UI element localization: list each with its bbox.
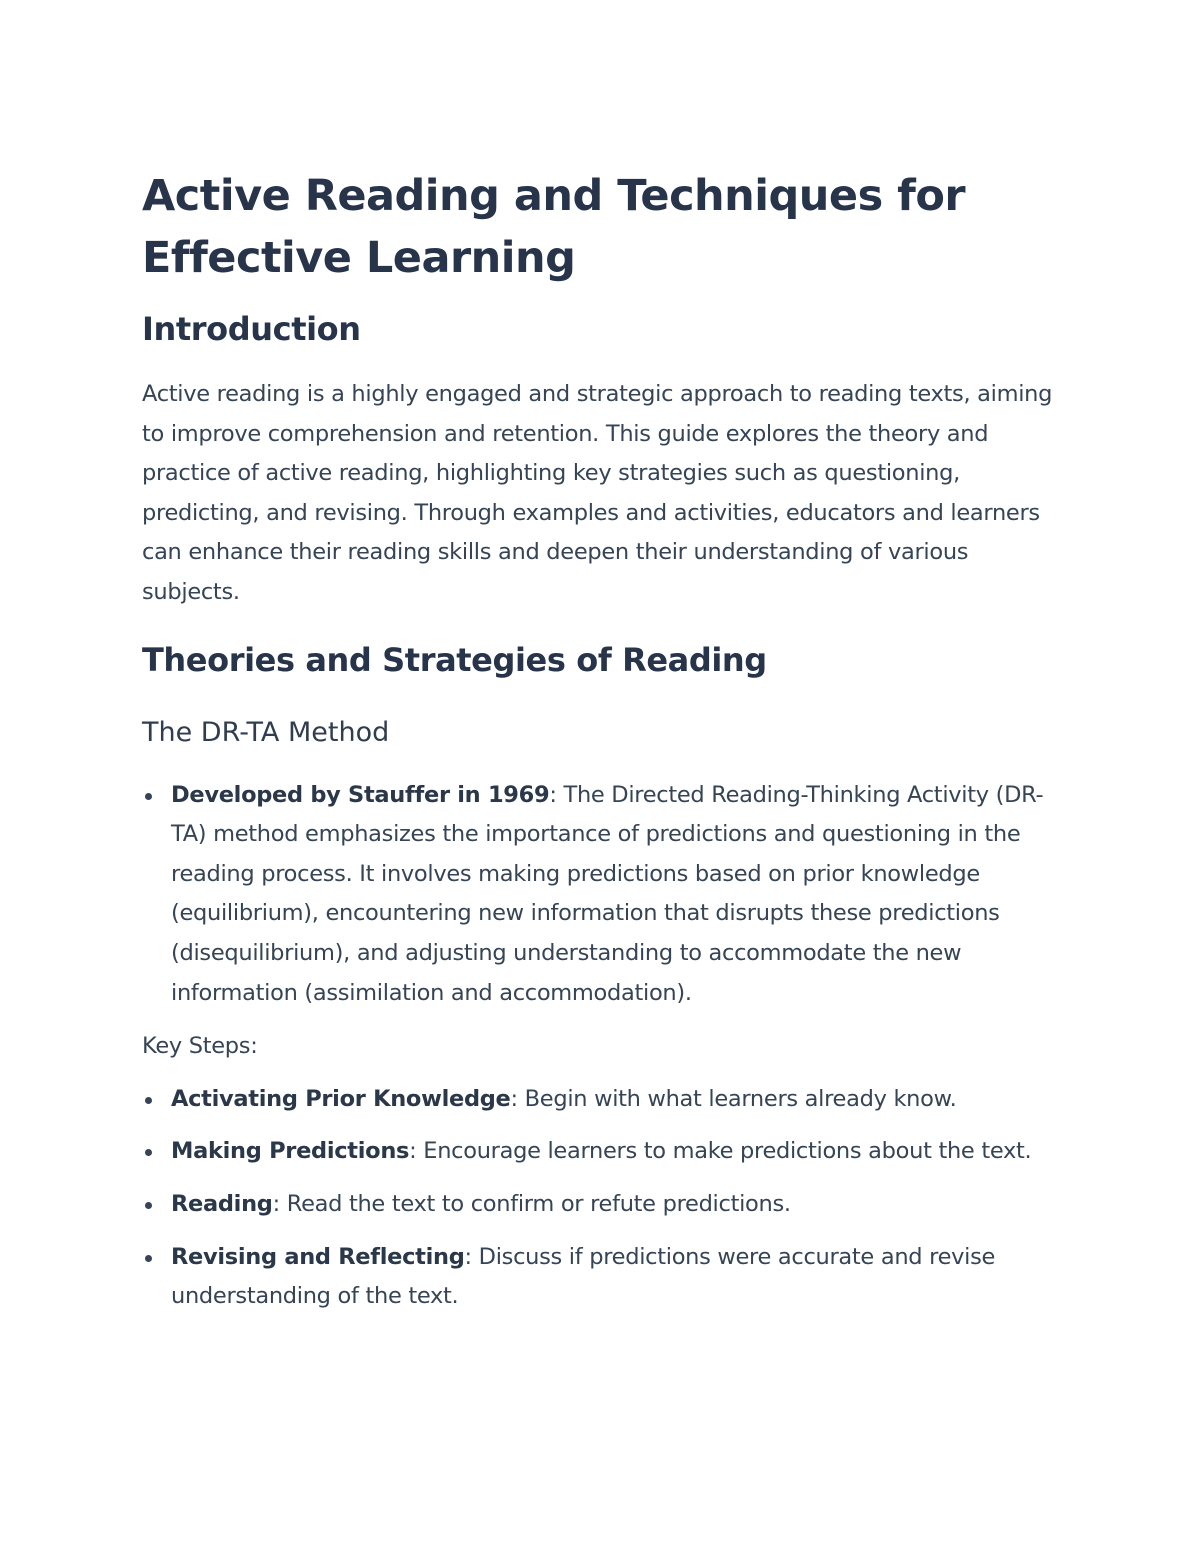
list-item — [142, 776, 1072, 1014]
list-item-text: : Begin with what learners already know. — [510, 1085, 957, 1112]
drta-bullet-list — [142, 776, 1072, 1014]
list-item — [142, 1185, 1072, 1225]
list-item-term: Making Predictions — [171, 1138, 410, 1165]
list-item-term: Revising and Reflecting — [171, 1243, 465, 1270]
list-item — [142, 1132, 1072, 1172]
list-item-term: Activating Prior Knowledge — [171, 1085, 511, 1112]
list-item — [142, 1238, 1072, 1317]
theories-heading: Theories and Strategies of Reading — [142, 640, 767, 679]
list-item-text: : Encourage learners to make predictions about the text. — [409, 1138, 1032, 1165]
list-item-text: : Discuss if predictions were accurate and revise understanding of the text. — [171, 1243, 996, 1310]
introduction-paragraph: Active reading is a highly engaged and strategic approach to reading texts, aiming to improve comprehension and retention. This guide explores the theory and practice of active reading, highlighting key strategies such as questioning, predicting, and revising. Through examples and activities, educators and learners can enhance their reading skills and deepen their understanding of various subjects. — [142, 381, 1053, 605]
list-item-text: : Read the text to confirm or refute predictions. — [272, 1190, 791, 1217]
list-item-term: Developed by Stauffer in 1969 — [171, 781, 550, 808]
document-page — [142, 165, 1072, 1330]
key-steps-label: Key Steps: — [142, 1033, 258, 1060]
list-item-text: : The Directed Reading-Thinking Activity (DR-TA) method emphasizes the importance of predictions and questioning in the reading process. It involves making predictions based on prior knowledge (equilibrium), encountering new information that disrupts these predictions (disequilibrium), and adjusting understanding to accommodate the new information (assimilation and accommodation). — [171, 781, 1044, 1006]
document-title: Active Reading and Techniques for Effective Learning — [142, 171, 966, 283]
list-item — [142, 1080, 1072, 1120]
introduction-heading: Introduction — [142, 310, 361, 348]
drta-method-heading: The DR-TA Method — [142, 716, 390, 748]
list-item-term: Reading — [171, 1190, 273, 1217]
key-steps-list — [142, 1080, 1072, 1317]
